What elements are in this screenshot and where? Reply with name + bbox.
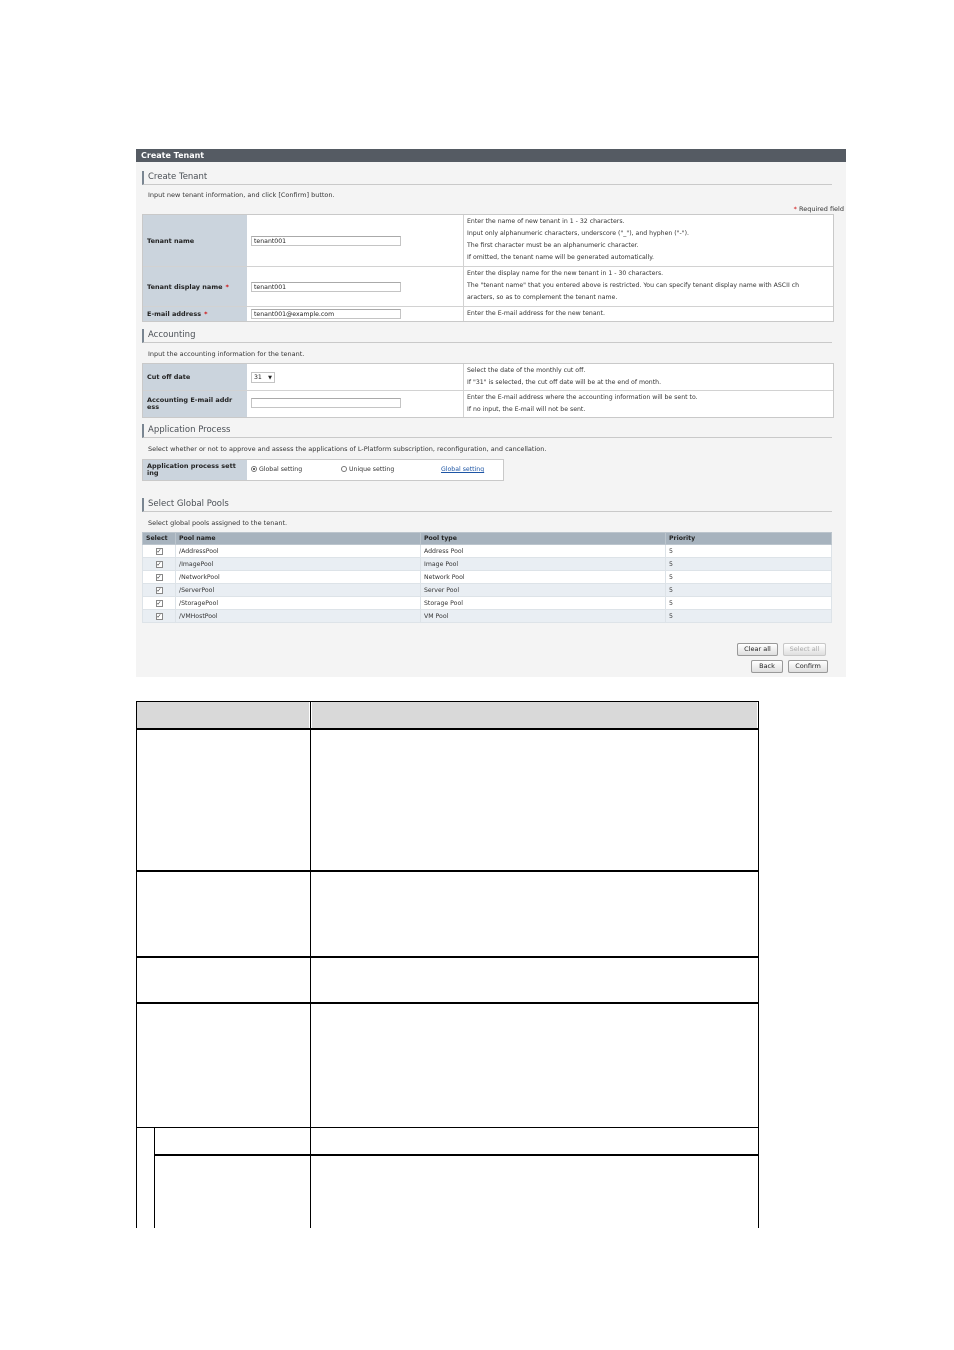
table-rule <box>136 701 759 702</box>
email-input[interactable]: tenant001@example.com <box>251 309 401 319</box>
create-tenant-screenshot <box>136 149 846 677</box>
table-row <box>143 610 832 623</box>
pool-name: /NetworkPool <box>176 571 421 584</box>
table-row <box>143 558 832 571</box>
pool-type: VM Pool <box>421 610 666 623</box>
table-rule <box>136 870 759 872</box>
col-priority[interactable]: Priority <box>666 533 832 545</box>
cut-off-date-label: Cut off date <box>143 364 247 390</box>
row-accounting-email <box>143 391 833 417</box>
clear-all-button[interactable]: Clear all <box>737 643 778 656</box>
table-header-cell-item <box>137 702 309 728</box>
accounting-email-label: Accounting E-mail addr ess <box>143 391 247 417</box>
tenant-name-label: Tenant name <box>143 215 247 266</box>
global-pools-table <box>142 532 832 623</box>
accounting-intro: Input the accounting information for the tenant. <box>148 350 305 358</box>
row-tenant-name <box>143 215 833 267</box>
table-row <box>143 545 832 558</box>
email-description: Enter the E-mail address for the new tenant. <box>463 307 833 321</box>
pool-checkbox[interactable]: ✓ <box>156 547 162 555</box>
section-accounting: Accounting <box>142 329 832 343</box>
tenant-form <box>142 214 834 322</box>
confirm-button[interactable]: Confirm <box>788 660 828 673</box>
application-process-form <box>142 459 504 481</box>
col-pool-type[interactable]: Pool type <box>421 533 666 545</box>
required-field-label: Required field <box>798 205 844 213</box>
cut-off-date-select[interactable]: 31 ▼ <box>251 372 275 383</box>
required-field-note <box>794 205 844 213</box>
pool-name: /VMHostPool <box>176 610 421 623</box>
required-star-icon: * <box>225 282 229 291</box>
select-global-pools-intro: Select global pools assigned to the tenant. <box>148 519 288 527</box>
back-button[interactable]: Back <box>751 660 783 673</box>
select-all-button[interactable]: Select all <box>783 643 826 656</box>
global-setting-link[interactable]: Global setting <box>441 466 485 473</box>
pool-priority: 5 <box>666 610 832 623</box>
pool-type: Storage Pool <box>421 597 666 610</box>
pool-checkbox[interactable]: ✓ <box>156 612 162 620</box>
table-rule <box>310 701 311 1228</box>
cut-off-date-description: Select the date of the monthly cut off. If "31" is selected, the cut off date will be at the end of month. <box>463 364 833 390</box>
pool-priority: 5 <box>666 584 832 597</box>
required-star-icon: * <box>204 310 208 318</box>
section-application-process: Application Process <box>142 424 832 438</box>
email-label: E-mail address * <box>143 307 247 321</box>
pool-priority: 5 <box>666 558 832 571</box>
table-row <box>143 571 832 584</box>
pool-type: Network Pool <box>421 571 666 584</box>
pool-name: /ImagePool <box>176 558 421 571</box>
tenant-name-description: Enter the name of new tenant in 1 - 32 characters. Input only alphanumeric characters, underscore ("_"), and hyphen ("-"). The first character must be an alphanumeric character. If omitted, the tenant name will be generated automatically. <box>463 215 833 266</box>
radio-global-setting[interactable]: Global setting <box>251 466 302 473</box>
tenant-display-name-description: Enter the display name for the new tenant in 1 - 30 characters. The "tenant name" that you entered above is restricted. You can specify tenant display name with ASCII ch aracters, so as to complement the tenant name. <box>463 267 833 306</box>
table-rule <box>758 701 759 1228</box>
table-row <box>143 584 832 597</box>
table-rule <box>136 728 759 730</box>
accounting-email-description: Enter the E-mail address where the accounting information will be sent to. If no input, the E-mail will not be sent. <box>463 391 833 417</box>
row-email <box>143 307 833 321</box>
application-process-label: Application process sett ing <box>143 460 247 480</box>
description-table <box>136 701 759 1228</box>
pool-checkbox[interactable]: ✓ <box>156 599 162 607</box>
pool-name: /ServerPool <box>176 584 421 597</box>
pool-type: Address Pool <box>421 545 666 558</box>
table-rule <box>136 1127 759 1128</box>
section-select-global-pools: Select Global Pools <box>142 498 832 512</box>
tenant-name-input[interactable]: tenant001 <box>251 236 401 246</box>
window-title: Create Tenant <box>136 149 846 162</box>
table-rule <box>136 701 137 1228</box>
table-rule <box>154 1154 759 1156</box>
col-pool-name[interactable]: Pool name <box>176 533 421 545</box>
radio-unselected-icon <box>341 466 347 472</box>
table-rule <box>154 1127 155 1228</box>
pool-name: /StoragePool <box>176 597 421 610</box>
pool-checkbox[interactable]: ✓ <box>156 586 162 594</box>
row-cut-off-date <box>143 364 833 391</box>
pool-type: Server Pool <box>421 584 666 597</box>
table-header-row <box>143 533 832 545</box>
table-row <box>143 597 832 610</box>
pool-name: /AddressPool <box>176 545 421 558</box>
pool-checkbox[interactable]: ✓ <box>156 560 162 568</box>
pool-priority: 5 <box>666 571 832 584</box>
tenant-display-name-label: Tenant display name * <box>143 267 247 306</box>
radio-unique-setting[interactable]: Unique setting <box>341 466 394 473</box>
row-tenant-display-name <box>143 267 833 307</box>
create-tenant-intro: Input new tenant information, and click [Confirm] button. <box>148 191 335 199</box>
col-select[interactable]: Select <box>143 533 176 545</box>
chevron-down-icon: ▼ <box>268 375 272 381</box>
table-rule <box>136 956 759 958</box>
accounting-form <box>142 363 834 418</box>
pool-priority: 5 <box>666 597 832 610</box>
section-create-tenant: Create Tenant <box>142 171 832 185</box>
table-rule <box>136 1002 759 1004</box>
pool-checkbox[interactable]: ✓ <box>156 573 162 581</box>
application-process-intro: Select whether or not to approve and assess the applications of L-Platform subscription, reconfiguration, and cancellation. <box>148 445 547 453</box>
tenant-display-name-input[interactable]: tenant001 <box>251 282 401 292</box>
required-star-icon: * <box>793 205 797 213</box>
radio-selected-icon <box>251 466 257 472</box>
pool-priority: 5 <box>666 545 832 558</box>
accounting-email-input[interactable] <box>251 398 401 408</box>
table-header-cell-description <box>312 702 757 728</box>
pool-type: Image Pool <box>421 558 666 571</box>
